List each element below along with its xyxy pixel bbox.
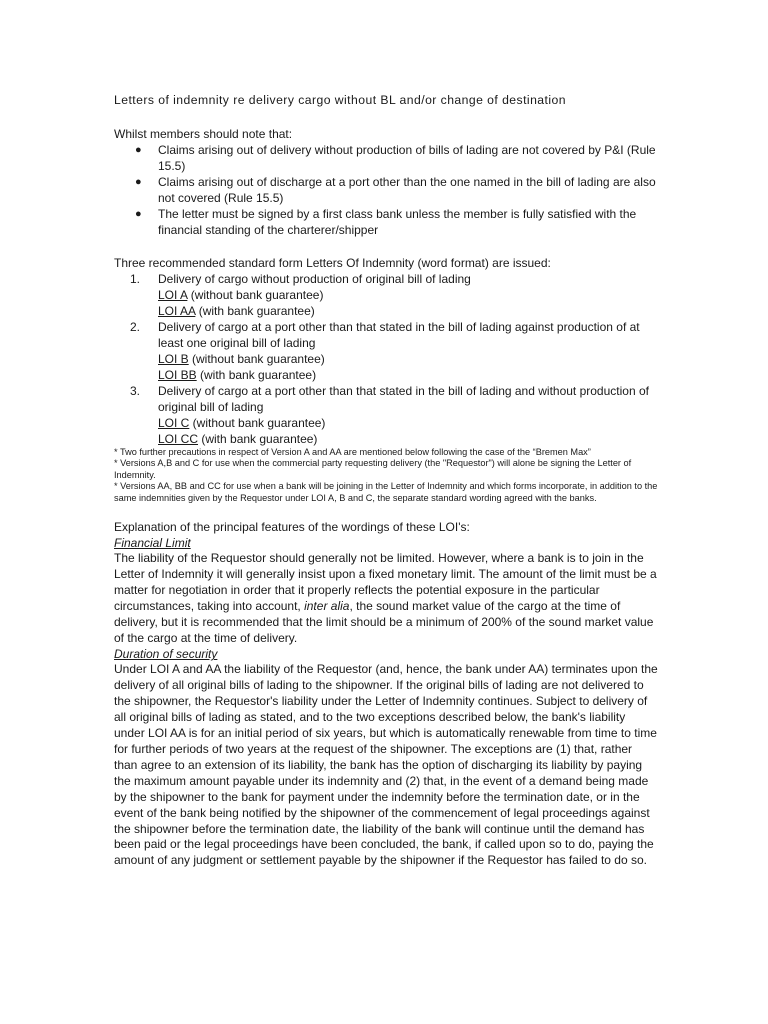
loi-form-line bbox=[158, 431, 658, 447]
loi-form-line bbox=[158, 415, 658, 431]
loi-item-text: Delivery of cargo without production of original bill of lading bbox=[158, 272, 471, 286]
explanation-heading: Explanation of the principal features of the wordings of these LOI's: bbox=[114, 520, 470, 535]
loi-item-text: Delivery of cargo at a port other than that stated in the bill of lading against production of at least one original bill of lading bbox=[158, 320, 640, 350]
loi-form-desc: (with bank guarantee) bbox=[198, 432, 318, 446]
warning-bullet-list bbox=[114, 142, 658, 238]
loi-bb-link[interactable]: LOI BB bbox=[158, 368, 197, 382]
loi-form-line bbox=[158, 367, 658, 383]
inter-alia-text: inter alia bbox=[304, 598, 350, 613]
loi-item-number: 2. bbox=[130, 320, 141, 334]
bullet-icon: ● bbox=[135, 176, 142, 188]
financial-limit-heading: Financial Limit bbox=[114, 536, 191, 551]
loi-b-link[interactable]: LOI B bbox=[158, 352, 189, 366]
bullet-text: The letter must be signed by a first class bank unless the member is fully satisfied with the financial standing of the charterer/shipper bbox=[158, 207, 637, 237]
loi-form-desc: (without bank guarantee) bbox=[189, 416, 326, 430]
loi-aa-link[interactable]: LOI AA bbox=[158, 304, 196, 318]
loi-item-number: 3. bbox=[130, 384, 141, 398]
bullet-icon: ● bbox=[135, 144, 142, 156]
financial-limit-text-part: The liability of the Requestor should generally not be limited. However, where a bank is to join in the Letter of Indemnity it will generally insist upon a fixed monetary limit. The amount of the limit must be a matter for negotiation in order that it properly reflects the potential exposure in the particular circumstances, taking into account, bbox=[114, 551, 657, 613]
loi-item bbox=[114, 271, 658, 319]
duration-text: Under LOI A and AA the liability of the Requestor (and, hence, the bank under AA) terminates upon the delivery of all original bills of lading to the shipowner. If the original bills of lading are not delivered to the shipowner, the Requestor's liability under the Letter of Indemnity continues. Subject to delivery of all original bills of lading as stated, and to the two exceptions described below, the bank's liability under LOI AA is for an initial period of six years, but which is automatically renewable from time to time for further periods of two years at the request of the shipowner. The exceptions are (1) that, rather than agree to an extension of its liability, the bank has the option of discharging its liability by paying the maximum amount payable under its indemnity and (2) that, in the event of a demand being made by the shipowner to the bank for payment under the indemnity before the termination date, or in the event of the bank being notified by the shipowner of the commencement of legal proceedings against the shipowner before the termination date, the liability of the bank will continue until the demand has been paid or the legal proceedings have been concluded, the bank, if called upon so to do, paying the amount of any judgment or settlement payable by the shipowner if the Requestor has failed to do so. bbox=[114, 662, 658, 868]
bullet-item bbox=[114, 174, 658, 206]
footnote-bremen-max: * Two further precautions in respect of Version A and AA are mentioned below following the case of the “Bremen Max” bbox=[114, 447, 591, 457]
loi-form-line bbox=[158, 303, 658, 319]
bullet-icon: ● bbox=[135, 208, 142, 220]
bullet-text: Claims arising out of discharge at a port other than the one named in the bill of lading are also not covered (Rule 15.5) bbox=[158, 175, 656, 205]
financial-limit-text bbox=[114, 551, 658, 646]
loi-item bbox=[114, 319, 658, 383]
financial-limit-text-part: , the sound market value of the cargo at the time of delivery, but it is recommended that the limit should be a minimum of 200% of the sound market value of the cargo at the time of delivery. bbox=[114, 598, 654, 645]
loi-form-desc: (with bank guarantee) bbox=[196, 368, 317, 382]
bullet-item bbox=[114, 206, 658, 238]
loi-item bbox=[114, 383, 658, 447]
loi-a-link[interactable]: LOI A bbox=[158, 288, 188, 302]
footnote-versions-aa-bb-cc: * Versions AA, BB and CC for use when a bank will be joining in the Letter of Indemnity and which forms incorporate, in addition to the same indemnities given by the Requestor under LOI A, B and C, the separate standard wording agreed with the banks. bbox=[114, 481, 658, 503]
loi-cc-link[interactable]: LOI CC bbox=[158, 432, 199, 446]
standard-forms-intro: Three recommended standard form Letters Of Indemnity (word format) are issued: bbox=[114, 256, 551, 270]
bullet-text: Claims arising out of delivery without production of bills of lading are not covered by P&I (Rule 15.5) bbox=[158, 143, 656, 173]
loi-form-desc: (without bank guarantee) bbox=[188, 352, 325, 366]
loi-form-line bbox=[158, 287, 658, 303]
loi-item-text: Delivery of cargo at a port other than that stated in the bill of lading and without production of original bill of lading bbox=[158, 384, 649, 414]
document-title: Letters of indemnity re delivery cargo without BL and/or change of destination bbox=[114, 93, 566, 107]
loi-list bbox=[114, 271, 658, 447]
footnote-versions-abc: * Versions A,B and C for use when the commercial party requesting delivery (the "Requestor") will alone be signing the Letter of Indemnity. bbox=[114, 458, 632, 480]
loi-form-line bbox=[158, 351, 658, 367]
loi-item-number: 1. bbox=[130, 272, 141, 286]
loi-c-link[interactable]: LOI C bbox=[158, 416, 190, 430]
duration-heading: Duration of security bbox=[114, 647, 218, 662]
bullet-item bbox=[114, 142, 658, 174]
loi-form-desc: (without bank guarantee) bbox=[187, 288, 324, 302]
intro-text: Whilst members should note that: bbox=[114, 127, 293, 141]
loi-form-desc: (with bank guarantee) bbox=[195, 304, 315, 318]
